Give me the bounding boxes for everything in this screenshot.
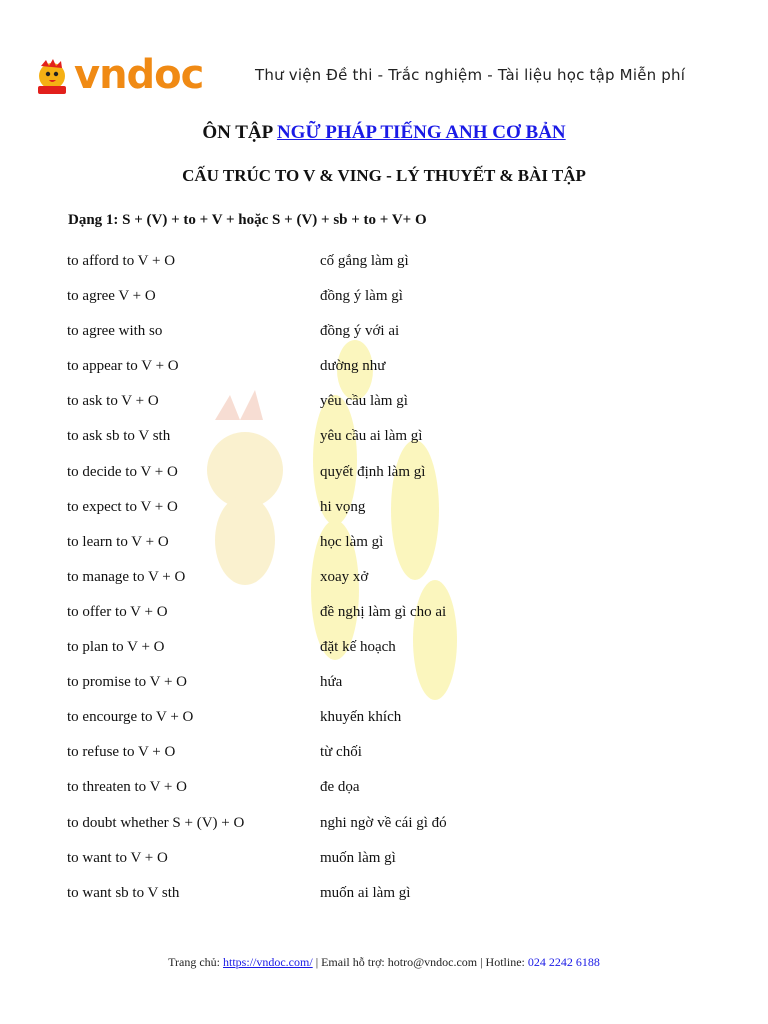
vietnamese-meaning: hứa	[320, 674, 343, 691]
vietnamese-meaning: đồng ý làm gì	[320, 288, 403, 305]
english-phrase: to agree V + O	[67, 288, 156, 305]
vietnamese-meaning: học làm gì	[320, 533, 384, 550]
list-item	[67, 531, 667, 566]
footer-hotline: 024 2242 6188	[527, 955, 600, 969]
list-item	[67, 601, 667, 636]
english-phrase: to learn to V + O	[67, 533, 169, 550]
page-title	[0, 122, 768, 144]
vietnamese-meaning: xoay xở	[320, 568, 369, 585]
vietnamese-meaning: muốn làm gì	[320, 849, 396, 866]
page-footer	[0, 955, 768, 970]
footer-home-link[interactable]: https://vndoc.com/	[223, 955, 313, 969]
vietnamese-meaning: đề nghị làm gì cho ai	[320, 603, 447, 620]
vietnamese-meaning: nghi ngờ về cái gì đó	[320, 814, 447, 831]
vietnamese-meaning: dường như	[320, 358, 386, 375]
english-phrase: to ask to V + O	[67, 393, 159, 410]
english-phrase: to plan to V + O	[67, 639, 165, 656]
english-phrase: to encourge to V + O	[67, 709, 194, 726]
page-header	[32, 52, 732, 102]
list-item	[67, 355, 667, 390]
english-phrase: to ask sb to V sth	[67, 428, 171, 445]
english-phrase: to offer to V + O	[67, 603, 168, 620]
vietnamese-meaning: hi vọng	[320, 498, 366, 515]
english-phrase: to doubt whether S + (V) + O	[67, 814, 245, 831]
english-phrase: to agree with so	[67, 323, 163, 340]
vocabulary-list	[67, 250, 667, 917]
english-phrase: to promise to V + O	[67, 674, 187, 691]
list-item	[67, 320, 667, 355]
vietnamese-meaning: yêu cầu ai làm gì	[320, 428, 423, 445]
list-item	[67, 671, 667, 706]
english-phrase: to manage to V + O	[67, 568, 186, 585]
english-phrase: to threaten to V + O	[67, 779, 187, 796]
english-phrase: to want sb to V sth	[67, 884, 180, 901]
list-item	[67, 882, 667, 917]
title-link[interactable]: NGỮ PHÁP TIẾNG ANH CƠ BẢN	[276, 122, 566, 143]
list-item	[67, 390, 667, 425]
vietnamese-meaning: đe dọa	[320, 779, 360, 796]
vietnamese-meaning: khuyến khích	[320, 709, 402, 726]
english-phrase: to want to V + O	[67, 849, 168, 866]
list-item	[67, 566, 667, 601]
vndoc-logo[interactable]	[32, 52, 202, 100]
english-phrase: to expect to V + O	[67, 498, 178, 515]
english-phrase: to afford to V + O	[67, 253, 176, 269]
list-item	[67, 636, 667, 671]
vietnamese-meaning: quyết định làm gì	[320, 463, 426, 480]
section-heading: Dạng 1: S + (V) + to + V + hoặc S + (V) + sb + to + V+ O	[68, 212, 427, 228]
list-item	[67, 496, 667, 531]
list-item	[67, 847, 667, 882]
title-prefix: ÔN TẬP	[202, 122, 277, 143]
site-tagline: Thư viện Đề thi - Trắc nghiệm - Tài liệu học tập Miễn phí	[255, 66, 686, 84]
vietnamese-meaning: yêu cầu làm gì	[320, 393, 408, 410]
list-item	[67, 706, 667, 741]
english-phrase: to appear to V + O	[67, 358, 179, 375]
vietnamese-meaning: đồng ý với ai	[320, 323, 400, 340]
vietnamese-meaning: cố gắng làm gì	[320, 253, 409, 269]
list-item	[67, 250, 667, 285]
english-phrase: to decide to V + O	[67, 463, 178, 480]
chicken-mascot-icon	[32, 56, 76, 100]
vietnamese-meaning: đặt kế hoạch	[320, 639, 396, 656]
page-subtitle: CẤU TRÚC TO V & VING - LÝ THUYẾT & BÀI TẬP	[182, 166, 586, 185]
list-item	[67, 461, 667, 496]
vietnamese-meaning: muốn ai làm gì	[320, 884, 411, 901]
list-item	[67, 285, 667, 320]
footer-contact: | Email hỗ trợ: hotro@vndoc.com | Hotline:	[312, 955, 528, 969]
footer-home-label: Trang chủ:	[168, 955, 224, 969]
vietnamese-meaning: từ chối	[320, 744, 362, 761]
list-item	[67, 425, 667, 460]
list-item	[67, 741, 667, 776]
logo-wordmark: vndoc	[74, 52, 204, 98]
english-phrase: to refuse to V + O	[67, 744, 176, 761]
list-item	[67, 812, 667, 847]
list-item	[67, 776, 667, 811]
